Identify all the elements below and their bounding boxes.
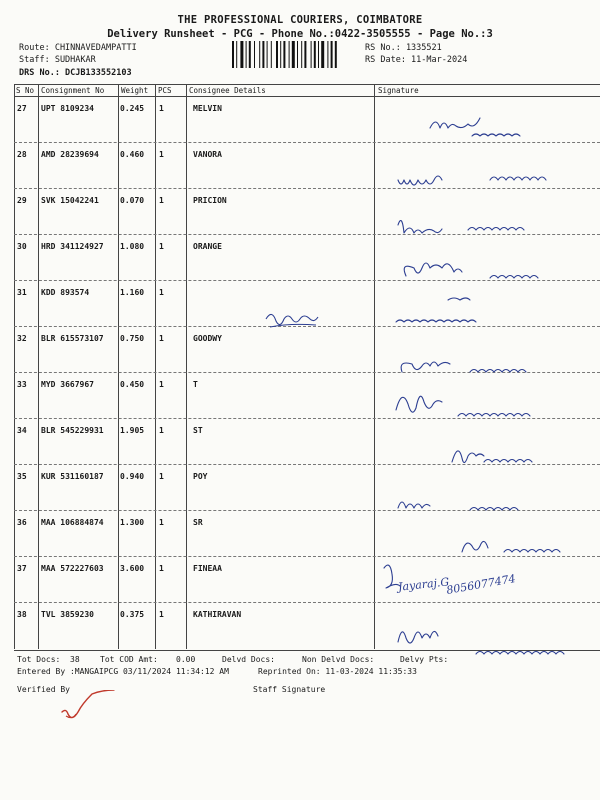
row-consignee: POY — [193, 472, 208, 481]
row-weight: 1.160 — [120, 288, 145, 297]
row-consignment-no: MAA 572227603 — [41, 564, 104, 573]
row-consignee: ORANGE — [193, 242, 222, 251]
row-consignee: GOODWY — [193, 334, 222, 343]
row-pcs: 1 — [159, 150, 164, 159]
table-col-divider — [186, 84, 187, 649]
row-separator — [14, 142, 600, 143]
row-sno: 29 — [17, 196, 27, 205]
company-title: THE PROFESSIONAL COURIERS, COIMBATORE — [177, 14, 423, 26]
row-weight: 3.600 — [120, 564, 145, 573]
route-label: Route: CHINNAVEDAMPATTI — [19, 43, 137, 53]
row-pcs: 1 — [159, 518, 164, 527]
row-sno: 33 — [17, 380, 27, 389]
rs-date: RS Date: 11-Mar-2024 — [365, 55, 468, 65]
row-separator — [14, 418, 600, 419]
row-pcs: 1 — [159, 472, 164, 481]
row-consignment-no: BLR 615573107 — [41, 334, 104, 343]
row-sno: 34 — [17, 426, 27, 435]
runsheet-subtitle: Delivery Runsheet - PCG - Phone No.:0422-3505555 - Page No.:3 — [107, 28, 493, 40]
row-pcs: 1 — [159, 426, 164, 435]
entered-by: Entered By :MANGAIPCG 03/11/2024 11:34:12 AM — [17, 667, 229, 676]
row-weight: 1.300 — [120, 518, 145, 527]
row-consignee: ST — [193, 426, 203, 435]
tot-docs-value: 38 — [70, 655, 80, 664]
row-pcs: 1 — [159, 196, 164, 205]
table-col-divider — [155, 84, 156, 649]
row-consignee: SR — [193, 518, 203, 527]
row-separator — [14, 280, 600, 281]
table-top-border — [14, 84, 600, 85]
table-bottom-border — [14, 650, 600, 651]
row-weight: 0.450 — [120, 380, 145, 389]
row-separator — [14, 556, 600, 557]
delvd-docs-label: Delvd Docs: — [222, 655, 275, 664]
row-sno: 30 — [17, 242, 27, 251]
row-weight: 0.375 — [120, 610, 145, 619]
row-sno: 36 — [17, 518, 27, 527]
row31-signature-scribble — [262, 305, 322, 333]
row-consignee: KATHIRAVAN — [193, 610, 242, 619]
row-consignment-no: UPT 8109234 — [41, 104, 94, 113]
col-header-weight: Weight — [121, 86, 149, 95]
row-consignment-no: HRD 341124927 — [41, 242, 104, 251]
handwritten-phone-row37: 8056077474 — [445, 572, 517, 597]
row-consignee: T — [193, 380, 198, 389]
row-consignment-no: KUR 531160187 — [41, 472, 104, 481]
row-consignee: VANORA — [193, 150, 222, 159]
table-col-divider — [118, 84, 119, 649]
row-sno: 35 — [17, 472, 27, 481]
staff-label: Staff: SUDHAKAR — [19, 55, 96, 65]
delvy-pts-label: Delvy Pts: — [400, 655, 449, 664]
row-pcs: 1 — [159, 334, 164, 343]
tot-cod-label: Tot COD Amt: — [100, 655, 158, 664]
non-delvd-docs-label: Non Delvd Docs: — [302, 655, 375, 664]
row-pcs: 1 — [159, 288, 164, 297]
row-consignment-no: MYD 3667967 — [41, 380, 94, 389]
row-weight: 0.245 — [120, 104, 145, 113]
row-sno: 32 — [17, 334, 27, 343]
row-consignment-no: TVL 3859230 — [41, 610, 94, 619]
row-pcs: 1 — [159, 104, 164, 113]
row-sno: 38 — [17, 610, 27, 619]
tot-docs-label: Tot Docs: — [17, 655, 61, 664]
col-header-sno: S No — [16, 86, 35, 95]
row-separator — [14, 372, 600, 373]
row-consignment-no: KDD 893574 — [41, 288, 90, 297]
row-weight: 0.750 — [120, 334, 145, 343]
row-pcs: 1 — [159, 380, 164, 389]
row-separator — [14, 234, 600, 235]
handwritten-signatures — [378, 0, 600, 800]
row-consignment-no: BLR 545229931 — [41, 426, 104, 435]
row-consignment-no: SVK 15042241 — [41, 196, 99, 205]
row-sno: 31 — [17, 288, 27, 297]
col-header-consignee: Consignee Details — [189, 86, 266, 95]
row-pcs: 1 — [159, 242, 164, 251]
handwritten-name-row37: Jayaraj.G — [397, 575, 450, 594]
table-header-border — [14, 96, 600, 97]
staff-signature-label: Staff Signature — [253, 685, 326, 694]
row-sno: 28 — [17, 150, 27, 159]
col-header-consignment: Consignment No — [41, 86, 105, 95]
row-separator — [14, 602, 600, 603]
table-col-divider — [14, 84, 15, 649]
rs-number: RS No.: 1335521 — [365, 43, 442, 53]
barcode-image — [232, 41, 356, 68]
checkmark-icon — [48, 690, 118, 730]
row-sno: 27 — [17, 104, 27, 113]
row-consignment-no: AMD 28239694 — [41, 150, 99, 159]
col-header-signature: Signature — [378, 86, 419, 95]
row-pcs: 1 — [159, 564, 164, 573]
row-consignee: MELVIN — [193, 104, 222, 113]
row-weight: 0.070 — [120, 196, 145, 205]
verified-by-label: Verified By — [17, 685, 70, 694]
col-header-pcs: PCS — [158, 86, 172, 95]
row-consignee: PRICION — [193, 196, 227, 205]
row-separator — [14, 464, 600, 465]
table-col-divider — [38, 84, 39, 649]
row-weight: 0.940 — [120, 472, 145, 481]
drs-number: DRS No.: DCJB133552103 — [19, 68, 132, 78]
table-col-divider — [374, 84, 375, 649]
row-pcs: 1 — [159, 610, 164, 619]
row-weight: 1.080 — [120, 242, 145, 251]
row-sno: 37 — [17, 564, 27, 573]
row-separator — [14, 188, 600, 189]
row-weight: 1.905 — [120, 426, 145, 435]
reprinted-on: Reprinted On: 11-03-2024 11:35:33 — [258, 667, 417, 676]
tot-cod-value: 0.00 — [176, 655, 196, 664]
row-consignment-no: MAA 106884874 — [41, 518, 104, 527]
row-consignee: FINEAA — [193, 564, 222, 573]
row-separator — [14, 510, 600, 511]
row-weight: 0.460 — [120, 150, 145, 159]
